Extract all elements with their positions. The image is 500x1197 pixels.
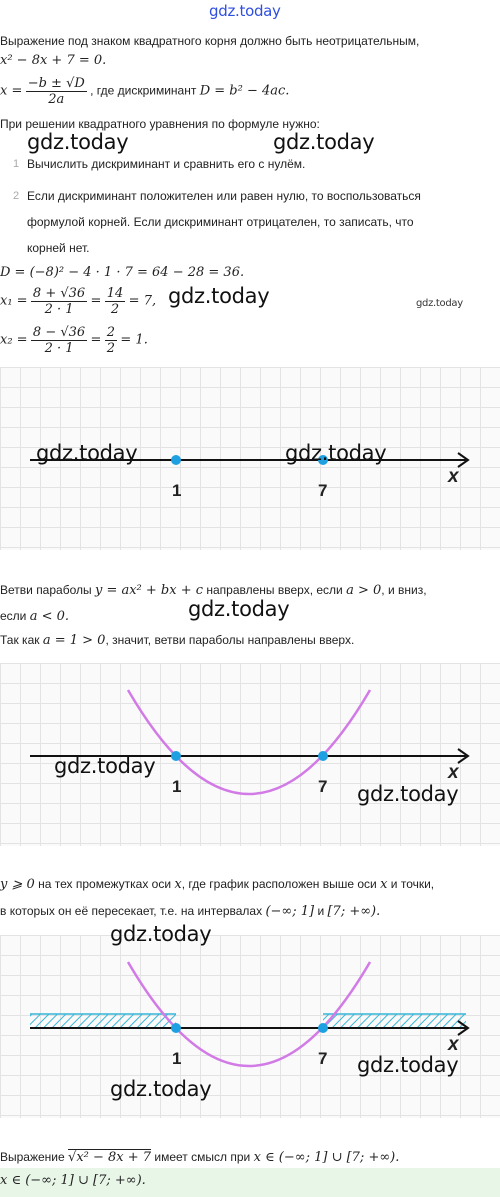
step-number: 2	[13, 190, 20, 202]
text: направлены вверх, если	[206, 583, 343, 597]
x1-numerator: 8 + √36	[32, 286, 86, 301]
x2-fraction	[31, 325, 87, 356]
text: если	[0, 609, 27, 623]
watermark: gdz.today	[273, 130, 375, 154]
text: Ветви параболы	[0, 583, 92, 597]
step-text: Если дискриминант положителен или равен нулю, то воспользоваться	[27, 189, 421, 203]
x2-fraction-2	[105, 325, 117, 356]
axis-label-x: x	[448, 762, 459, 783]
parabola-text-line2	[0, 609, 69, 624]
watermark: gdz.today	[357, 782, 459, 806]
tick-label-1: 1	[172, 481, 182, 500]
discriminant-definition: D = b² − 4ac.	[199, 83, 290, 99]
x1-result: = 7,	[128, 293, 157, 309]
x1-fraction	[31, 286, 87, 317]
interval-text-line2	[0, 904, 380, 919]
text: на тех промежутках оси	[38, 877, 172, 891]
tick-label-7: 7	[318, 481, 328, 500]
text: , значит, ветви параболы направлены вверх.	[105, 633, 355, 647]
text: в которых он её пересекает, т.е. на интервалах	[0, 904, 263, 918]
watermark: gdz.today	[36, 441, 138, 465]
point-1	[171, 1023, 181, 1033]
parabola-equation: y = ax² + bx + c	[94, 583, 204, 598]
tick-label-1: 1	[172, 1049, 182, 1068]
parabola-curve	[128, 962, 370, 1066]
x1-denominator: 2 · 1	[44, 302, 74, 317]
root-x2	[0, 325, 148, 356]
condition-down: a < 0.	[29, 609, 70, 624]
x2-numerator: 8 − √36	[32, 325, 86, 340]
answer-box	[0, 1168, 500, 1197]
tick-label-7: 7	[318, 1049, 328, 1068]
hatch-left-interval	[30, 1014, 176, 1028]
condition-up: a > 0	[346, 583, 382, 598]
equation: x² − 8x + 7 = 0.	[0, 53, 107, 68]
watermark: gdz.today	[357, 1053, 459, 1077]
text: Выражение	[0, 1150, 65, 1164]
point-1	[171, 455, 181, 465]
root-expression: √x² − 8x + 7	[68, 1150, 152, 1165]
x2-denominator-2: 2	[106, 341, 116, 356]
formula-fraction	[26, 76, 87, 107]
watermark: gdz.today	[110, 922, 212, 946]
x2-result: = 1.	[120, 332, 148, 348]
domain-condition: x ∈ (−∞; 1] ∪ [7; +∞).	[253, 1150, 400, 1165]
x1-lhs: x₁ =	[0, 293, 28, 309]
formula-tail-text: , где дискриминант	[90, 83, 197, 98]
steps-intro: При решении квадратного уравнения по формуле нужно:	[0, 117, 320, 131]
watermark: gdz.today	[168, 284, 270, 308]
text: и точки,	[390, 877, 435, 891]
watermark: gdz.today	[285, 441, 387, 465]
step-text: Вычислить дискриминант и сравнить его с нулём.	[27, 157, 306, 171]
point-1	[171, 751, 181, 761]
hatch-right-interval	[323, 1014, 466, 1028]
x1-equals: =	[90, 293, 102, 309]
text: имеет смысл при	[154, 1150, 251, 1164]
x2-lhs: x₂ =	[0, 332, 28, 348]
inequality: y ⩾ 0	[0, 877, 35, 892]
x1-fraction-2	[105, 286, 126, 317]
point-7	[318, 1023, 328, 1033]
text: Так как	[0, 633, 40, 647]
interval-right: [7; +∞).	[327, 904, 381, 919]
intro-line: Выражение под знаком квадратного корня должно быть неотрицательным,	[0, 34, 420, 48]
conclusion	[0, 1150, 399, 1165]
step-text: формулой корней. Если дискриминант отрицателен, то записать, что	[27, 215, 414, 229]
formula-lhs: x =	[0, 83, 23, 99]
axis-name: x	[380, 877, 388, 892]
x2-equals: =	[90, 332, 102, 348]
watermark: gdz.today	[27, 130, 129, 154]
tick-label-7: 7	[318, 777, 328, 796]
step-text: корней нет.	[27, 241, 90, 255]
step-number: 1	[13, 158, 20, 170]
x2-numerator-2: 2	[106, 325, 116, 340]
text: и	[317, 904, 325, 918]
root-x1	[0, 286, 156, 317]
x1-denominator-2: 2	[110, 302, 120, 317]
interval-left: (−∞; 1]	[265, 904, 315, 919]
formula-denominator: 2a	[48, 92, 65, 107]
interval-text-line1	[0, 877, 434, 892]
formula-numerator: −b ± √D	[27, 76, 85, 91]
watermark-top: gdz.today	[209, 2, 281, 20]
point-7	[318, 751, 328, 761]
x1-numerator-2: 14	[106, 286, 124, 301]
axis-label-x: x	[448, 1034, 459, 1055]
discriminant-calc: D = (−8)² − 4 · 1 · 7 = 64 − 28 = 36.	[0, 265, 245, 280]
watermark: gdz.today	[188, 597, 290, 621]
axis-label-x: x	[448, 466, 459, 487]
watermark: gdz.today	[54, 754, 156, 778]
x2-denominator: 2 · 1	[44, 341, 74, 356]
solution-svg	[0, 935, 500, 1118]
parabola-curve	[128, 690, 370, 794]
tick-label-1: 1	[172, 777, 182, 796]
watermark: gdz.today	[110, 1077, 212, 1101]
root-formula	[0, 76, 289, 107]
text: , и вниз,	[381, 583, 427, 597]
parabola-text-line1	[0, 583, 427, 598]
parabola-text-line3	[0, 633, 354, 648]
a-value: a = 1 > 0	[42, 633, 106, 648]
axis-name: x	[174, 877, 182, 892]
watermark-small: gdz.today	[416, 298, 463, 309]
answer: x ∈ (−∞; 1] ∪ [7; +∞).	[0, 1173, 146, 1188]
text: , где график расположен выше оси	[181, 877, 377, 891]
